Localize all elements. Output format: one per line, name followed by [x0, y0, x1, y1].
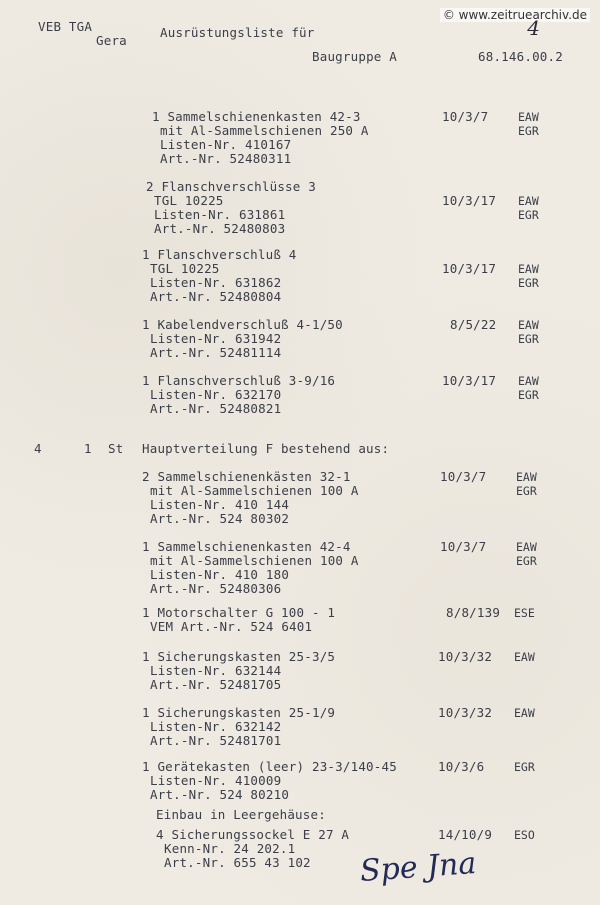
section-title: Hauptverteilung F bestehend aus: [142, 441, 390, 456]
item-detail-line: Art.-Nr. 52480821 [150, 401, 282, 416]
item-detail-line: Art.-Nr. 655 43 102 [164, 855, 311, 870]
item-reference: 8/5/22 [450, 317, 497, 332]
item-detail-line: Art.-Nr. 52480803 [154, 221, 286, 236]
item-title: 1 Sicherungskasten 25-1/9 [142, 705, 336, 720]
item-title: 1 Sammelschienenkasten 42-4 [142, 539, 351, 554]
company-name: VEB TGA [38, 19, 93, 34]
item-detail-line: Listen-Nr. 410 144 [150, 497, 290, 512]
section-position: 4 [34, 441, 42, 456]
section-quantity: 1 [84, 441, 92, 456]
item-reference: 10/3/17 [442, 261, 497, 276]
item-detail-line: mit Al-Sammelschienen 100 A [150, 483, 359, 498]
supplier-code: ESO [514, 828, 535, 842]
item-detail-line: Art.-Nr. 52481701 [150, 733, 282, 748]
item-title: 1 Motorschalter G 100 - 1 [142, 605, 336, 620]
item-reference: 10/3/32 [438, 649, 493, 664]
item-detail-line: Listen-Nr. 631861 [154, 207, 286, 222]
item-detail-line: mit Al-Sammelschienen 250 A [160, 123, 369, 138]
item-detail-line: Kenn-Nr. 24 202.1 [164, 841, 296, 856]
supplier-code: EAW [514, 706, 535, 720]
supplier-code: EGR [516, 554, 537, 568]
item-detail-line: TGL 10225 [154, 193, 224, 208]
item-title: 1 Sicherungskasten 25-3/5 [142, 649, 336, 664]
supplier-code: EAW [514, 650, 535, 664]
item-detail-line: Listen-Nr. 410 180 [150, 567, 290, 582]
item-title: 4 Sicherungssockel E 27 A [156, 827, 350, 842]
supplier-code: EAW [518, 374, 539, 388]
watermark: © www.zeitruearchiv.de [440, 8, 590, 22]
item-title: 1 Flanschverschluß 4 [142, 247, 297, 262]
item-detail-line: Art.-Nr. 52480306 [150, 581, 282, 596]
supplier-code: EGR [514, 760, 535, 774]
item-detail-line: Listen-Nr. 632170 [150, 387, 282, 402]
item-detail-line: Art.-Nr. 524 80302 [150, 511, 290, 526]
item-reference: 10/3/6 [438, 759, 485, 774]
item-reference: 10/3/7 [440, 469, 487, 484]
supplier-code: EGR [518, 208, 539, 222]
supplier-code: EAW [518, 110, 539, 124]
item-detail-line: Listen-Nr. 410167 [160, 137, 292, 152]
item-detail-line: Listen-Nr. 632144 [150, 663, 282, 678]
item-title: 2 Flanschverschlüsse 3 [146, 179, 316, 194]
item-detail-line: Art.-Nr. 52481705 [150, 677, 282, 692]
document-number: 68.146.00.2 [478, 49, 563, 64]
item-detail-line: Art.-Nr. 52480311 [160, 151, 292, 166]
supplier-code: EAW [518, 194, 539, 208]
page-number: 4 [527, 16, 540, 40]
item-reference: 8/8/139 [446, 605, 501, 620]
item-detail-line: Listen-Nr. 632142 [150, 719, 282, 734]
item-reference: 10/3/17 [442, 193, 497, 208]
item-detail-line: Art.-Nr. 52480804 [150, 289, 282, 304]
company-city: Gera [96, 33, 127, 48]
item-detail-line: TGL 10225 [150, 261, 220, 276]
supplier-code: EAW [516, 540, 537, 554]
document-title: Ausrüstungsliste für [160, 25, 315, 40]
item-reference: 10/3/7 [440, 539, 487, 554]
supplier-code: EGR [518, 388, 539, 402]
item-title: 1 Kabelendverschluß 4-1/50 [142, 317, 343, 332]
item-detail-line: Listen-Nr. 631942 [150, 331, 282, 346]
section-unit: St [108, 441, 124, 456]
supplier-code: EAW [518, 318, 539, 332]
item-detail-line: VEM Art.-Nr. 524 6401 [150, 619, 313, 634]
item-title: 1 Gerätekasten (leer) 23-3/140-45 [142, 759, 397, 774]
document-subtitle: Baugruppe A [312, 49, 397, 64]
item-reference: 14/10/9 [438, 827, 493, 842]
item-title: 2 Sammelschienenkästen 32-1 [142, 469, 351, 484]
item-reference: 10/3/17 [442, 373, 497, 388]
supplier-code: EGR [516, 484, 537, 498]
item-detail-line: Listen-Nr. 410009 [150, 773, 282, 788]
item-reference: 10/3/7 [442, 109, 489, 124]
item-detail-line: Listen-Nr. 631862 [150, 275, 282, 290]
handwritten-signature: Spe Jna [358, 845, 478, 890]
supplier-code: ESE [514, 606, 535, 620]
item-detail-line: Art.-Nr. 524 80210 [150, 787, 290, 802]
supplier-code: EGR [518, 276, 539, 290]
item-title: 1 Sammelschienenkasten 42-3 [152, 109, 361, 124]
supplier-code: EAW [518, 262, 539, 276]
item-detail-line: Art.-Nr. 52481114 [150, 345, 282, 360]
supplier-code: EGR [518, 332, 539, 346]
item-title: 1 Flanschverschluß 3-9/16 [142, 373, 336, 388]
supplier-code: EGR [518, 124, 539, 138]
item-detail-line: mit Al-Sammelschienen 100 A [150, 553, 359, 568]
item-reference: 10/3/32 [438, 705, 493, 720]
einbau-label: Einbau in Leergehäuse: [156, 807, 326, 822]
supplier-code: EAW [516, 470, 537, 484]
